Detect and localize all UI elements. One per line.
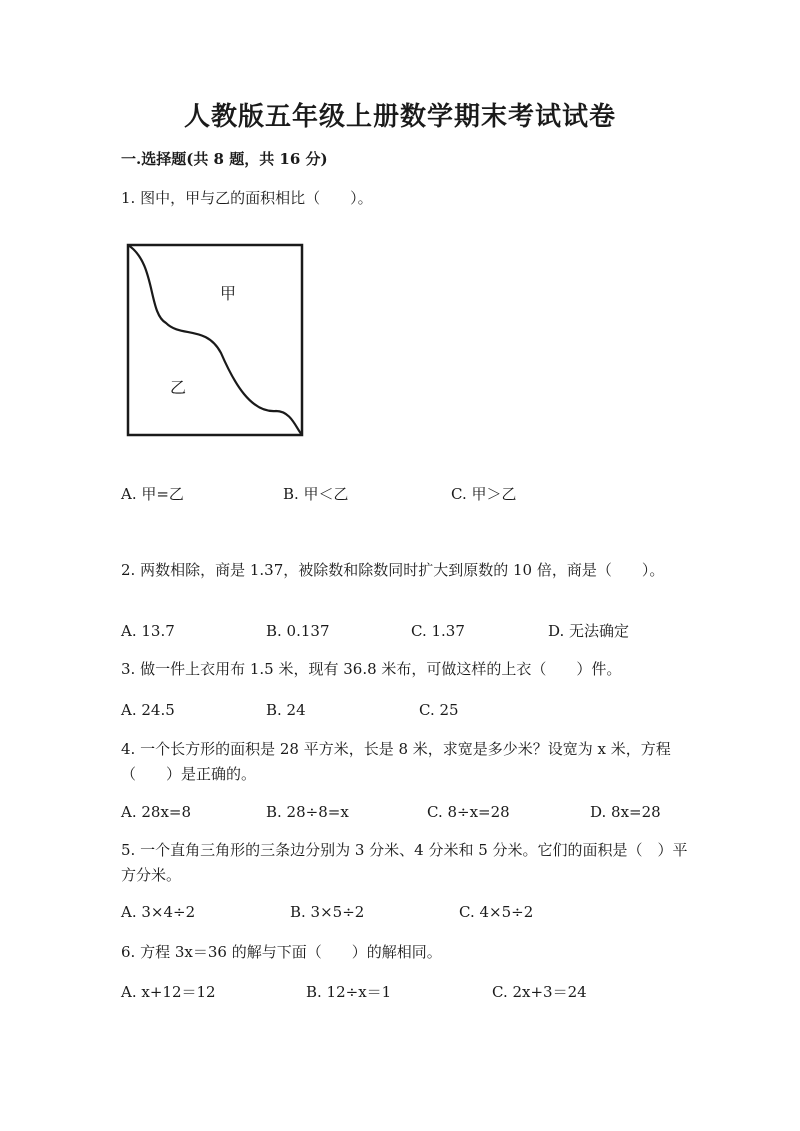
square-outline: [128, 245, 302, 435]
question-3: 3. 做一件上衣用布 1.5 米，现有 36.8 米布，可做这样的上衣（ ）件。: [121, 660, 622, 678]
question-4: 4. 一个长方形的面积是 28 平方米，长是 8 米，求宽是多少米？设宽为 x 米，方程（ ）是正确的。: [121, 740, 671, 783]
q6-option-a: A. x+12＝12: [121, 983, 216, 1001]
q1-option-a: A. 甲=乙: [121, 485, 184, 503]
section-heading: 一.选择题(共 8 题，共 16 分): [121, 150, 328, 168]
q3-option-a: A. 24.5: [121, 701, 175, 719]
q2-option-c: C. 1.37: [411, 622, 465, 640]
q6-option-b: B. 12÷x＝1: [306, 983, 392, 1001]
q3-option-c: C. 25: [419, 701, 459, 719]
square-with-curve-diagram: [126, 243, 306, 439]
q1-option-c: C. 甲＞乙: [451, 485, 517, 503]
question-1: 1. 图中，甲与乙的面积相比（ ）。: [121, 189, 373, 207]
q4-option-d: D. 8x=28: [590, 803, 661, 821]
q2-option-a: A. 13.7: [121, 622, 175, 640]
q5-option-a: A. 3×4÷2: [121, 903, 196, 921]
question-1-figure: [126, 243, 306, 439]
dividing-curve: [128, 245, 302, 435]
page-title: 人教版五年级上册数学期末考试试卷: [183, 102, 616, 132]
q5-option-b: B. 3×5÷2: [290, 903, 365, 921]
q2-option-d: D. 无法确定: [548, 622, 630, 640]
question-6: 6. 方程 3x＝36 的解与下面（ ）的解相同。: [121, 943, 442, 961]
region-label-yi: 乙: [170, 378, 187, 397]
q4-option-b: B. 28÷8=x: [266, 803, 349, 821]
q3-option-b: B. 24: [266, 701, 306, 719]
q6-option-c: C. 2x+3＝24: [492, 983, 587, 1001]
question-5: 5. 一个直角三角形的三条边分别为 3 分米、4 分米和 5 分米。它们的面积是（ ）平方分米。: [121, 841, 688, 884]
q4-option-a: A. 28x=8: [121, 803, 192, 821]
q1-option-b: B. 甲＜乙: [283, 485, 349, 503]
q2-option-b: B. 0.137: [266, 622, 330, 640]
q4-option-c: C. 8÷x=28: [427, 803, 510, 821]
q5-option-c: C. 4×5÷2: [459, 903, 534, 921]
region-label-jia: 甲: [220, 284, 237, 303]
question-2: 2. 两数相除，商是 1.37，被除数和除数同时扩大到原数的 10 倍，商是（ ）。: [121, 561, 665, 579]
